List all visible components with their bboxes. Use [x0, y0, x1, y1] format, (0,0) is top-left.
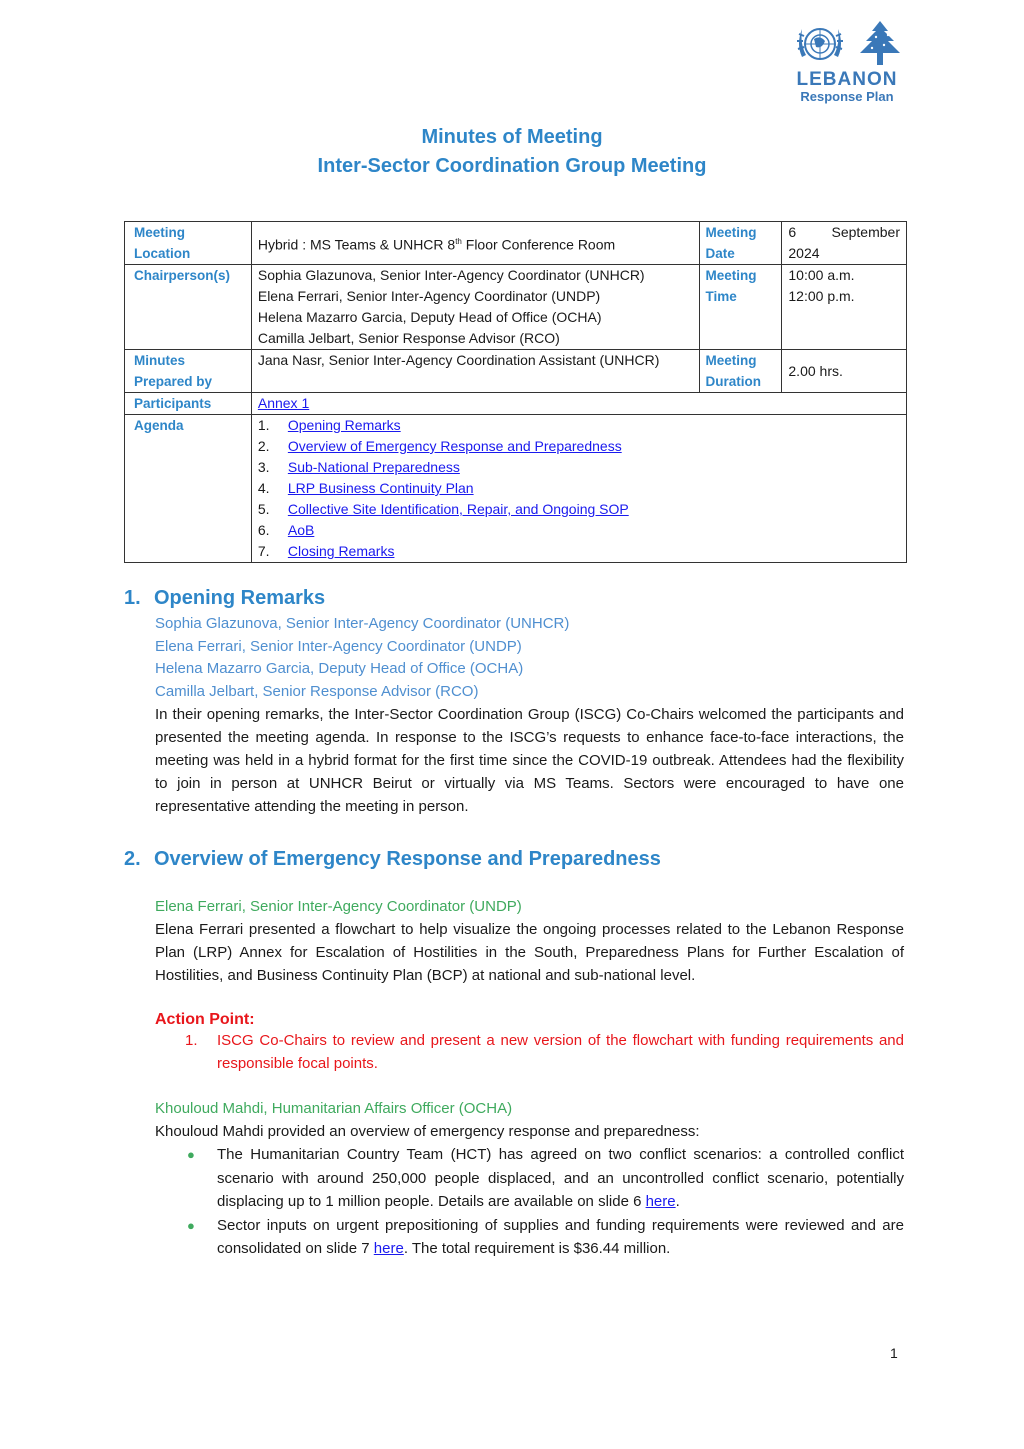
section-heading	[124, 848, 904, 871]
agenda-link-closing-remarks[interactable]: Closing Remarks	[287, 543, 395, 559]
document-title: Minutes of Meeting	[421, 126, 603, 148]
agenda-item-number: 5.	[257, 501, 270, 517]
agenda-item	[258, 478, 900, 499]
bullet-text-after: .	[675, 1193, 680, 1210]
speaker-line: Khouloud Mahdi, Humanitarian Affairs Officer (OCHA)	[155, 1100, 513, 1117]
logo-text-lebanon: LEBANON	[796, 69, 898, 90]
row-prepared-by	[125, 350, 907, 393]
row-agenda	[125, 415, 907, 563]
speaker-line: Sophia Glazunova, Senior Inter-Agency Coordinator (UNHCR)	[155, 615, 570, 632]
overview-intro: Khouloud Mahdi provided an overview of emergency response and preparedness:	[155, 1123, 700, 1140]
action-point-number: 1.	[185, 1032, 198, 1049]
action-point-text: ISCG Co-Chairs to review and present a new version of the flowchart with funding requirements and responsible focal points.	[217, 1032, 904, 1072]
agenda-list-cell	[251, 415, 906, 563]
agenda-item	[258, 436, 900, 457]
slide-6-here-link[interactable]: here	[645, 1193, 676, 1210]
action-point-item	[155, 1029, 904, 1075]
speaker-line: Camilla Jelbart, Senior Response Advisor (RCO)	[155, 682, 479, 700]
opening-remarks-paragraph: In their opening remarks, the Inter-Sector Coordination Group (ISCG) Co-Chairs welcomed the participants and presented the meeting agenda. In response to the ISCG’s requests to enhance face-to-face interactions, the meeting was held in a hybrid format for the first time since the COVID-19 outbreak. Attendees had the flexibility to join in person at UNHCR Beirut or virtually via MS Teams. Sectors were encouraged to have one representative attending the meeting in person.	[155, 706, 904, 815]
logo-text-response-plan: Response Plan	[800, 89, 894, 104]
section-emergency-response	[124, 848, 904, 1261]
agenda-item-number: 2.	[257, 438, 270, 454]
agenda-link-aob[interactable]: AoB	[287, 522, 315, 538]
bullet-text	[217, 1214, 904, 1261]
date-value: 6 September 2024	[782, 222, 907, 265]
time-end: 12:00 p.m.	[788, 288, 855, 304]
chairperson-entry: Elena Ferrari, Senior Inter-Agency Coordinator (UNDP)	[257, 288, 601, 304]
page-number: 1	[890, 1345, 898, 1361]
section-heading	[124, 587, 904, 610]
chairpersons-value	[251, 265, 699, 350]
overview-bullet-list	[155, 1143, 904, 1261]
agenda-link-collective-site[interactable]: Collective Site Identification, Repair, and Ongoing SOP	[287, 501, 629, 517]
duration-label: Meeting Duration	[699, 350, 782, 393]
agenda-link-opening-remarks[interactable]: Opening Remarks	[287, 417, 401, 433]
row-chairpersons	[125, 265, 907, 350]
agenda-item-number: 1.	[257, 417, 270, 433]
lebanon-response-plan-logo	[788, 18, 906, 108]
chairpersons-label: Chairperson(s)	[125, 265, 252, 350]
location-value-pre: Hybrid : MS Teams & UNHCR 8	[257, 236, 456, 253]
agenda-item	[258, 541, 900, 562]
row-participants	[125, 393, 907, 415]
agenda-item	[258, 415, 900, 436]
bullet-item	[155, 1214, 904, 1261]
prepared-by-value: Jana Nasr, Senior Inter-Agency Coordination Assistant (UNHCR)	[251, 350, 699, 393]
bullet-text-body: Sector inputs on urgent prepositioning of supplies and funding requirements were reviewed and are consolidated on slide 7	[217, 1216, 904, 1257]
agenda-item-number: 6.	[257, 522, 270, 538]
agenda-list	[258, 415, 900, 562]
section-body	[124, 895, 904, 1261]
participants-value	[251, 393, 906, 415]
action-point-title: Action Point:	[155, 1011, 255, 1028]
location-value	[251, 222, 699, 265]
chairperson-entry: Sophia Glazunova, Senior Inter-Agency Coordinator (UNHCR)	[257, 267, 645, 283]
agenda-link-business-continuity[interactable]: LRP Business Continuity Plan	[287, 480, 474, 496]
participants-label: Participants	[125, 393, 252, 415]
section-opening-remarks	[124, 587, 904, 818]
section-number: 2.	[124, 848, 141, 870]
chairperson-entry: Camilla Jelbart, Senior Response Advisor (RCO)	[257, 330, 560, 346]
bullet-icon: ●	[187, 1147, 195, 1162]
chairperson-entry: Helena Mazarro Garcia, Deputy Head of Office (OCHA)	[257, 309, 602, 325]
flowchart-paragraph: Elena Ferrari presented a flowchart to help visualize the ongoing processes related to the Lebanon Response Plan (LRP) Annex for Escalation of Hostilities in the South, Preparedness Plans for Further Escalation of Hostilities, and Business Continuity Plan (BCP) at national and sub-national level.	[155, 921, 904, 984]
agenda-item	[258, 457, 900, 478]
prepared-by-label: Minutes Prepared by	[125, 350, 252, 393]
slide-7-here-link[interactable]: here	[373, 1240, 404, 1257]
bullet-text-after: . The total requirement is $36.44 million.	[403, 1240, 671, 1257]
bullet-text-body: The Humanitarian Country Team (HCT) has agreed on two conflict scenarios: a controlled conflict scenario with around 250,000 people displaced, and an uncontrolled conflict scenario, potentially displacing up to 1 million people. Details are available on slide 6	[217, 1146, 904, 1210]
section-number: 1.	[124, 587, 141, 609]
agenda-item	[258, 499, 900, 520]
section-title: Opening Remarks	[154, 587, 326, 609]
un-emblem-icon	[792, 19, 848, 69]
annex-1-link[interactable]: Annex 1	[257, 395, 310, 411]
speaker-line: Elena Ferrari, Senior Inter-Agency Coordinator (UNDP)	[155, 637, 522, 655]
date-label: Meeting Date	[699, 222, 782, 265]
bullet-text	[217, 1143, 904, 1214]
agenda-link-emergency-response[interactable]: Overview of Emergency Response and Preparedness	[287, 438, 622, 454]
section-body	[124, 613, 904, 818]
location-value-post: Floor Conference Room	[461, 236, 616, 253]
agenda-link-sub-national[interactable]: Sub-National Preparedness	[287, 459, 460, 475]
speaker-line: Elena Ferrari, Senior Inter-Agency Coordinator (UNDP)	[155, 898, 522, 915]
duration-value: 2.00 hrs.	[782, 350, 907, 393]
agenda-item-number: 7.	[257, 543, 270, 559]
bullet-item	[155, 1143, 904, 1214]
time-value	[782, 265, 907, 350]
agenda-item-number: 4.	[257, 480, 270, 496]
agenda-item-number: 3.	[257, 459, 270, 475]
time-start: 10:00 a.m.	[788, 267, 855, 283]
time-label: Meeting Time	[699, 265, 782, 350]
location-value-sup: th	[455, 236, 462, 246]
meeting-info-table	[124, 221, 907, 563]
section-title: Overview of Emergency Response and Preparedness	[154, 848, 661, 870]
speaker-line: Helena Mazarro Garcia, Deputy Head of Office (OCHA)	[155, 660, 524, 677]
agenda-label: Agenda	[125, 415, 252, 563]
cedar-tree-icon	[858, 19, 902, 69]
document-subtitle: Inter-Sector Coordination Group Meeting	[317, 155, 707, 177]
agenda-item	[258, 520, 900, 541]
location-label: Meeting Location	[125, 222, 252, 265]
row-location	[125, 222, 907, 265]
bullet-icon: ●	[187, 1217, 195, 1233]
